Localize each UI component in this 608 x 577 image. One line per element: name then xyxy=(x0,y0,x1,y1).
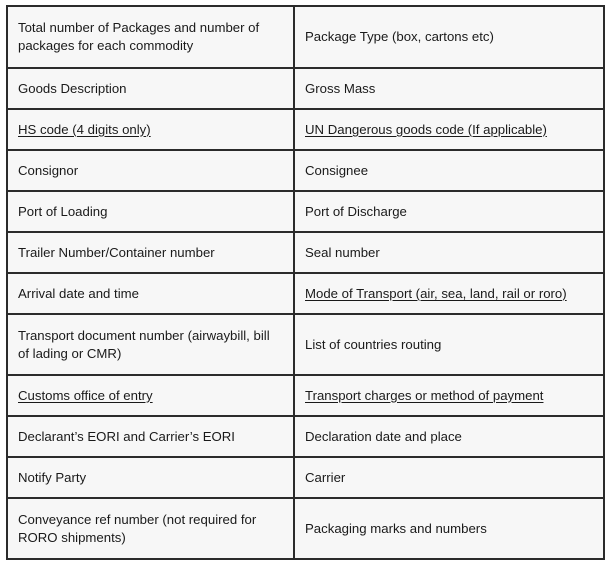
table-cell xyxy=(294,232,604,273)
table-cell xyxy=(7,273,294,314)
table-cell xyxy=(7,314,294,375)
table-cell xyxy=(294,375,604,416)
table-cell xyxy=(7,150,294,191)
table-cell xyxy=(294,68,604,109)
table-cell xyxy=(294,273,604,314)
customs-office-link[interactable]: Customs office of entry xyxy=(18,387,153,403)
cell-text: Seal number xyxy=(305,244,380,260)
table-row xyxy=(7,375,604,416)
cell-text: Total number of Packages and number of packages for each commodity xyxy=(18,20,260,53)
table-cell xyxy=(294,191,604,232)
table-row xyxy=(7,457,604,498)
table-row xyxy=(7,273,604,314)
table-cell xyxy=(7,109,294,150)
table-cell xyxy=(7,457,294,498)
table-cell xyxy=(7,498,294,559)
cell-text: Declaration date and place xyxy=(305,428,462,444)
table-row xyxy=(7,191,604,232)
cell-text: Port of Discharge xyxy=(305,203,407,219)
table-cell xyxy=(294,109,604,150)
table-row xyxy=(7,416,604,457)
mode-of-transport-link[interactable]: Mode of Transport (air, sea, land, rail or roro) xyxy=(305,285,567,301)
cell-text: Goods Description xyxy=(18,80,127,96)
transport-charges-link[interactable]: Transport charges or method of payment xyxy=(305,387,544,403)
cell-text: Declarant’s EORI and Carrier’s EORI xyxy=(18,428,235,444)
table-cell xyxy=(294,416,604,457)
table-cell xyxy=(7,6,294,68)
cell-text: Packaging marks and numbers xyxy=(305,520,487,536)
table-row xyxy=(7,109,604,150)
cell-text: Package Type (box, cartons etc) xyxy=(305,29,494,44)
table-row xyxy=(7,498,604,559)
table-cell xyxy=(294,498,604,559)
table-cell xyxy=(294,150,604,191)
table-cell xyxy=(7,191,294,232)
table-cell xyxy=(7,68,294,109)
cell-text: Consignee xyxy=(305,162,369,178)
cell-text: Trailer Number/Container number xyxy=(18,244,215,260)
table-cell xyxy=(294,457,604,498)
cell-text: Arrival date and time xyxy=(18,285,139,301)
cell-text: Consignor xyxy=(18,162,79,178)
table-cell xyxy=(7,375,294,416)
hs-code-link[interactable]: HS code (4 digits only) xyxy=(18,121,151,137)
cell-text: Carrier xyxy=(305,469,346,485)
cell-text: Transport document number (airwaybill, bill of lading or CMR) xyxy=(18,327,270,361)
requirements-table xyxy=(6,5,605,560)
table-row xyxy=(7,150,604,191)
table-row xyxy=(7,232,604,273)
cell-text: List of countries routing xyxy=(305,336,442,352)
un-dangerous-goods-link[interactable]: UN Dangerous goods code (If applicable) xyxy=(305,121,547,137)
table-cell xyxy=(294,314,604,375)
table-cell xyxy=(294,6,604,68)
table-cell xyxy=(7,232,294,273)
table-cell xyxy=(7,416,294,457)
cell-text: Port of Loading xyxy=(18,203,108,219)
cell-text: Gross Mass xyxy=(305,80,376,96)
cell-text: Notify Party xyxy=(18,469,87,485)
cell-text: Conveyance ref number (not required for RORO shipments) xyxy=(18,511,257,545)
table-row xyxy=(7,6,604,68)
table-row xyxy=(7,314,604,375)
table-row xyxy=(7,68,604,109)
